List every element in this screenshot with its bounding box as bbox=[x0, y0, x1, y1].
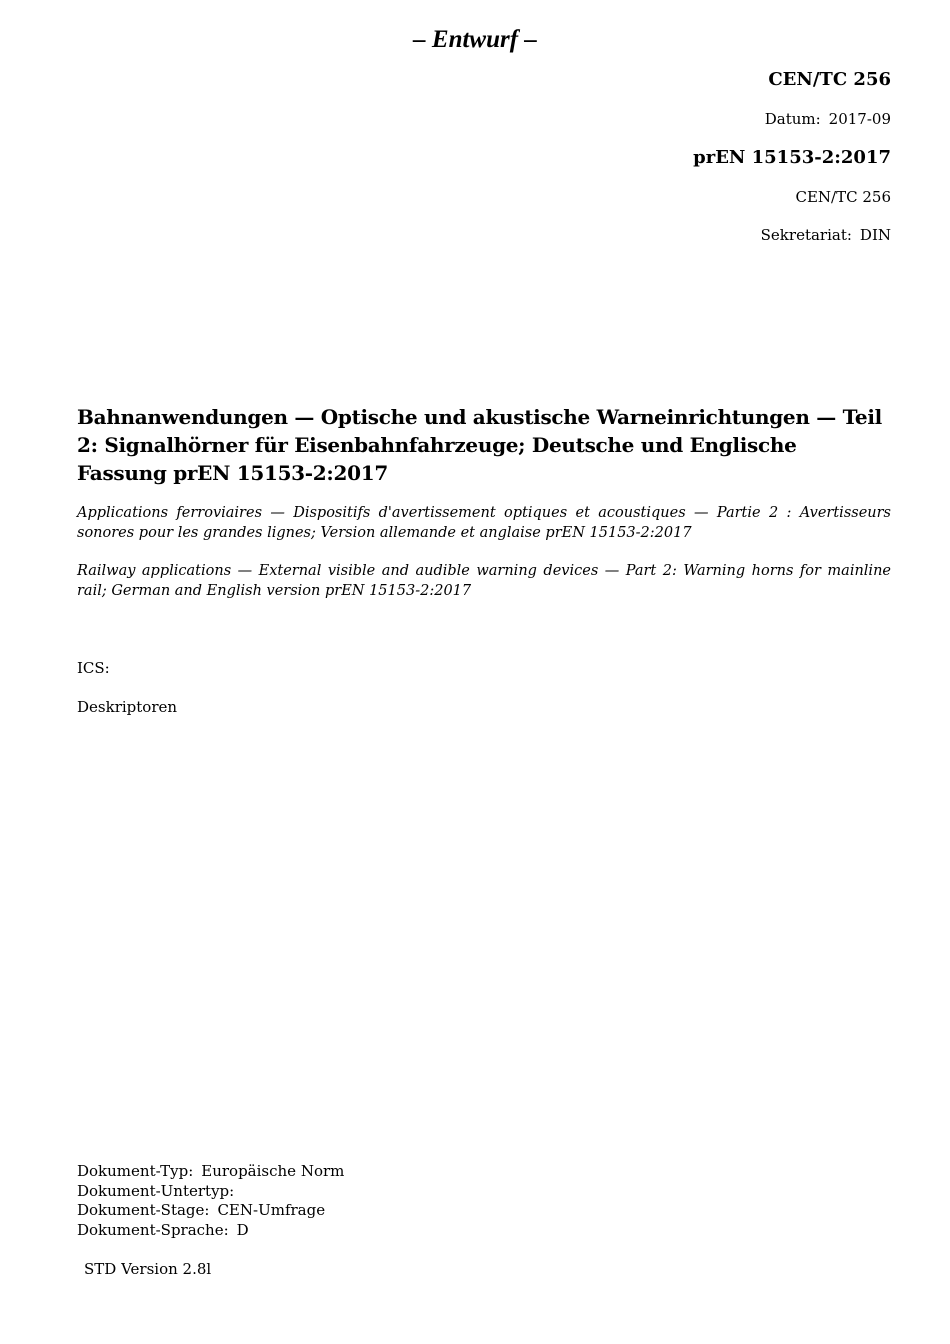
document-reference: prEN 15153-2:2017 bbox=[693, 147, 891, 168]
document-info-block bbox=[77, 1162, 344, 1240]
descriptors-label: Deskriptoren bbox=[77, 698, 178, 716]
date-value: 2017-09 bbox=[828, 110, 891, 128]
document-stage-row bbox=[77, 1201, 344, 1221]
ics-label: ICS: bbox=[77, 659, 110, 677]
document-stage-value: CEN-Umfrage bbox=[217, 1201, 326, 1219]
document-type-value: Europäische Norm bbox=[201, 1162, 345, 1180]
committee-heading: CEN/TC 256 bbox=[768, 69, 891, 90]
document-language-row bbox=[77, 1221, 344, 1241]
document-type-label: Dokument-Typ: bbox=[77, 1162, 194, 1180]
document-language-label: Dokument-Sprache: bbox=[77, 1220, 229, 1239]
document-language-value: D bbox=[236, 1220, 249, 1239]
english-title: Railway applications — External visible and audible warning devices — Part 2: Warning horns for mainline rail; German and English version prEN 15153-2:2017 bbox=[77, 563, 891, 599]
document-stage-label: Dokument-Stage: bbox=[77, 1201, 210, 1219]
document-subtype-label: Dokument-Untertyp: bbox=[77, 1181, 235, 1200]
date-label: Datum: bbox=[764, 110, 821, 128]
german-title: Bahnanwendungen — Optische und akustische Warneinrichtungen — Teil 2: Signalhörner für Eisenbahnfahrzeuge; Deutsche und Englische Fassung prEN 15153-2:2017 bbox=[77, 405, 882, 485]
secretariat-value: DIN bbox=[859, 226, 891, 244]
french-title: Applications ferroviaires — Dispositifs d'avertissement optiques et acoustiques — Partie 2 : Avertisseurs sonores pour les grandes lignes; Version allemande et anglaise prEN 15153-2:2017 bbox=[77, 505, 891, 541]
std-version-footer: STD Version 2.8l bbox=[84, 1260, 212, 1278]
secretariat-line bbox=[761, 226, 891, 244]
document-type-row bbox=[77, 1162, 344, 1182]
secretariat-label: Sekretariat: bbox=[760, 226, 852, 244]
draft-watermark-heading: – Entwurf – bbox=[413, 26, 537, 53]
document-subtype-row bbox=[77, 1182, 344, 1202]
date-line bbox=[765, 110, 891, 128]
committee-line: CEN/TC 256 bbox=[795, 188, 891, 206]
